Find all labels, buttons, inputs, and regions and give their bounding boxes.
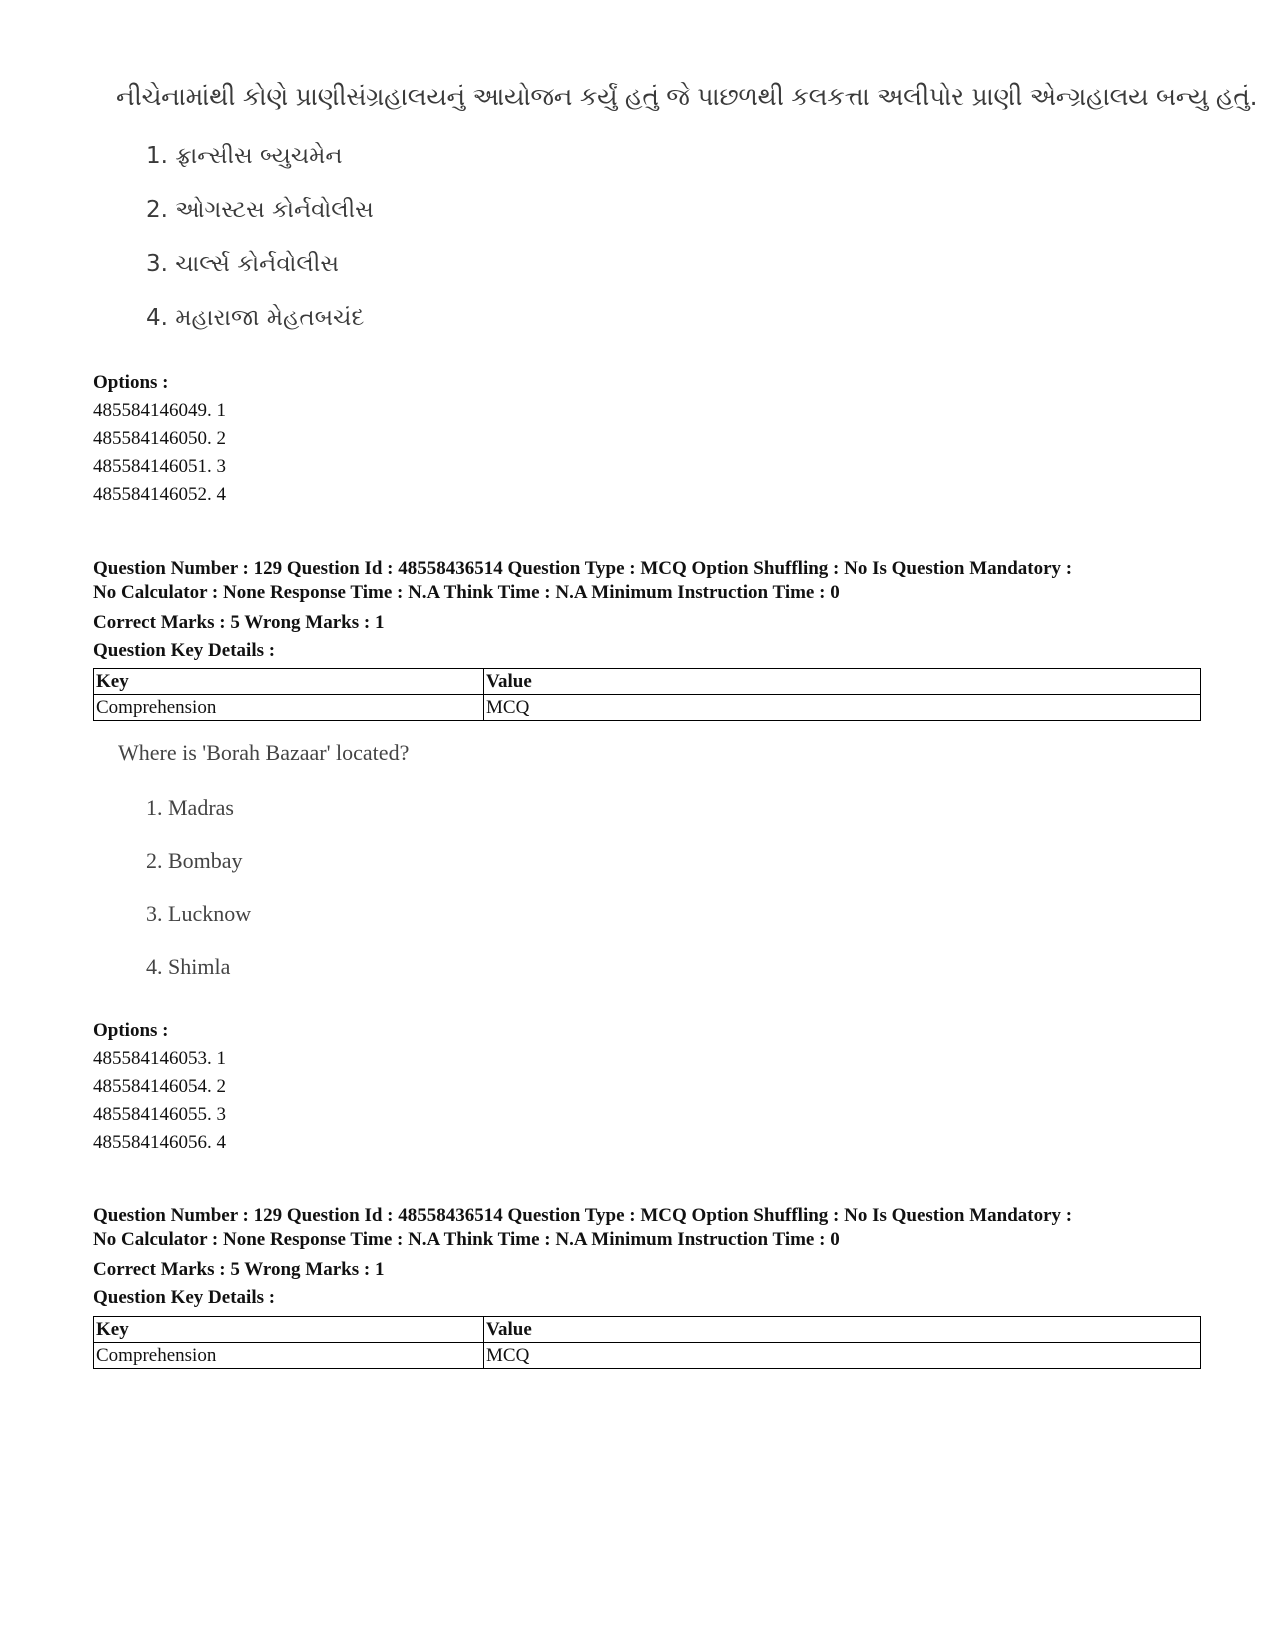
table-cell-value: MCQ: [484, 695, 1201, 721]
question-choice: 1. Madras: [146, 795, 234, 820]
key-value-table: [93, 668, 1201, 721]
option-item: 485584146053. 1: [93, 1048, 226, 1069]
question-meta-line2: No Calculator : None Response Time : N.A Think Time : N.A Minimum Instruction Time : 0: [93, 1229, 840, 1250]
options-label: Options :: [93, 372, 169, 393]
options-label: Options :: [93, 1020, 169, 1041]
question-choice: 2. ઓગસ્ટસ કોર્નવોલીસ: [146, 197, 374, 223]
question-meta-line1: Question Number : 129 Question Id : 48558436514 Question Type : MCQ Option Shuffling : No Is Question Mandatory :: [93, 1205, 1073, 1226]
table-header-key: Key: [94, 669, 484, 695]
question-stem: Where is 'Borah Bazaar' located?: [118, 740, 410, 765]
key-value-table: [93, 1316, 1201, 1369]
question-meta: [93, 1204, 1193, 1312]
question-meta-line2: No Calculator : None Response Time : N.A Think Time : N.A Minimum Instruction Time : 0: [93, 582, 840, 603]
key-details-label: Question Key Details :: [93, 640, 276, 661]
question-choice: 3. ચાર્લ્સ કોર્નવોલીસ: [146, 251, 339, 277]
question-choice: 1. ફ્રાન્સીસ બ્યુચમેન: [146, 143, 343, 169]
option-item: 485584146052. 4: [93, 484, 226, 505]
table-header-row: [94, 669, 1201, 695]
options-block: [93, 1017, 226, 1157]
table-row: [94, 1343, 1201, 1369]
marks-line: Correct Marks : 5 Wrong Marks : 1: [93, 612, 385, 633]
option-item: 485584146055. 3: [93, 1104, 226, 1125]
table-header-key: Key: [94, 1317, 484, 1343]
question-meta-line1: Question Number : 129 Question Id : 48558436514 Question Type : MCQ Option Shuffling : No Is Question Mandatory :: [93, 558, 1073, 579]
table-header-row: [94, 1317, 1201, 1343]
table-cell-value: MCQ: [484, 1343, 1201, 1369]
table-cell-key: Comprehension: [94, 695, 484, 721]
option-item: 485584146049. 1: [93, 400, 226, 421]
question-image-english: [112, 742, 712, 978]
option-item: 485584146056. 4: [93, 1132, 226, 1153]
table-row: [94, 695, 1201, 721]
marks-line: Correct Marks : 5 Wrong Marks : 1: [93, 1259, 385, 1280]
key-details-label: Question Key Details :: [93, 1287, 276, 1308]
table-cell-key: Comprehension: [94, 1343, 484, 1369]
question-choice: 4. Shimla: [146, 954, 231, 979]
table-header-value: Value: [484, 1317, 1201, 1343]
option-item: 485584146051. 3: [93, 456, 226, 477]
question-image-gujarati: [112, 82, 1258, 331]
question-stem: નીચેનામાંથી કોણે પ્રાણીસંગ્રહાલયનું આયોજન કર્યું હતું જે પાછળથી કલકત્તા અલીપોર પ્રાણી એન્ગ્રહાલય બન્યુ હતું.: [116, 82, 1258, 111]
question-meta: [93, 557, 1193, 665]
option-item: 485584146054. 2: [93, 1076, 226, 1097]
question-choice: 3. Lucknow: [146, 901, 252, 926]
question-choice: 4. મહારાજા મેહતબચંદ: [146, 305, 365, 331]
table-header-value: Value: [484, 669, 1201, 695]
option-item: 485584146050. 2: [93, 428, 226, 449]
question-choice: 2. Bombay: [146, 848, 243, 873]
options-block: [93, 369, 226, 509]
